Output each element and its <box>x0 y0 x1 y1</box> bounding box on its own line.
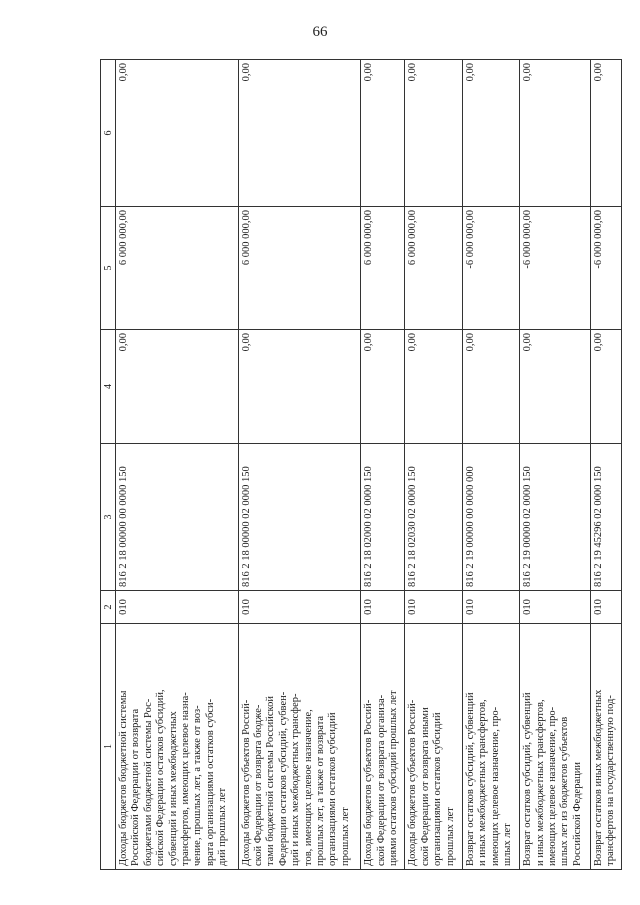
rotated-table-container <box>100 60 622 870</box>
description-line: сийской Федерации остатков субсидий, <box>155 689 167 866</box>
row-value-col5: 6 000 000,00 <box>116 207 239 330</box>
row-kbk: 816 2 18 02030 02 0000 150 <box>405 444 462 591</box>
description-line: ской Федерации от возврата организа- <box>375 694 387 866</box>
description-line: и иных межбюджетных трансфертов, <box>477 699 489 866</box>
page-number: 66 <box>312 24 328 40</box>
row-code: 010 <box>590 591 621 624</box>
row-value-col6: 0,00 <box>590 60 621 207</box>
row-value-col4: 0,00 <box>405 330 462 444</box>
description-line: и иных межбюджетных трансфертов, <box>534 699 546 866</box>
row-value-col5: 6 000 000,00 <box>238 207 361 330</box>
row-value-col4: 0,00 <box>590 330 621 444</box>
description-line: трансфертов, имеющих целевое назна- <box>180 692 192 866</box>
row-kbk: 816 2 19 00000 00 0000 000 <box>462 444 519 591</box>
row-code: 010 <box>462 591 519 624</box>
description-line: ций и иных межбюджетных трансфер- <box>290 693 302 866</box>
row-value-col6: 0,00 <box>405 60 462 207</box>
row-value-col5: 6 000 000,00 <box>361 207 405 330</box>
description-line: дий прошлых лет <box>217 787 229 866</box>
description-line: Доходы бюджетов субъектов Россий- <box>363 699 375 866</box>
row-description <box>405 624 462 870</box>
data-table <box>100 59 622 870</box>
row-description <box>238 624 361 870</box>
row-code: 010 <box>520 591 590 624</box>
row-code: 010 <box>238 591 361 624</box>
description-line: трансфертов на государственную под- <box>605 695 617 866</box>
row-value-col5: 6 000 000,00 <box>405 207 462 330</box>
row-description <box>361 624 405 870</box>
header-col-4: 4 <box>101 330 116 444</box>
description-line: шлых лет из бюджетов субъектов <box>559 716 571 866</box>
row-code: 010 <box>405 591 462 624</box>
description-line: чение, прошлых лет, а также от воз- <box>192 705 204 866</box>
row-description <box>116 624 239 870</box>
table-row <box>405 60 462 870</box>
row-value-col5: -6 000 000,00 <box>590 207 621 330</box>
row-value-col6: 0,00 <box>361 60 405 207</box>
description-line: прошлых лет <box>339 807 351 866</box>
row-value-col6: 0,00 <box>116 60 239 207</box>
row-kbk: 816 2 19 45296 02 0000 150 <box>590 444 621 591</box>
description-line: Возврат остатков субсидий, субвенций <box>464 692 476 866</box>
table-row <box>238 60 361 870</box>
description-line: имеющих целевое назначение, про- <box>489 706 501 866</box>
description-line: врата организациями остатков субси- <box>204 698 216 866</box>
table-row <box>462 60 519 870</box>
description-line: бюджетами бюджетной системы Рос- <box>142 698 154 866</box>
description-line: ской Федерации от возврата иными <box>419 707 431 866</box>
header-col-3: 3 <box>101 444 116 591</box>
description-line: субвенций и иных межбюджетных <box>167 711 179 866</box>
description-line: тами бюджетной системы Российской <box>265 696 277 866</box>
description-line: организациями остатков субсидий <box>327 712 339 866</box>
description-line: Российской Федерации от возврата <box>130 708 142 866</box>
description-line: циями остатков субсидий прошлых лет <box>387 690 399 866</box>
description-line: Доходы бюджетов бюджетной системы <box>118 690 129 866</box>
table-row <box>520 60 590 870</box>
row-description <box>462 624 519 870</box>
row-kbk: 816 2 18 00000 00 0000 150 <box>116 444 239 591</box>
row-value-col4: 0,00 <box>462 330 519 444</box>
description-line: ской Федерации от возврата бюдже- <box>252 704 264 866</box>
header-col-1: 1 <box>101 624 116 870</box>
header-col-5: 5 <box>101 207 116 330</box>
description-line: Российской Федерации <box>571 762 583 866</box>
header-col-6: 6 <box>101 60 116 207</box>
row-value-col6: 0,00 <box>462 60 519 207</box>
description-line: Возврат остатков иных межбюджетных <box>592 689 604 866</box>
row-value-col6: 0,00 <box>238 60 361 207</box>
row-value-col4: 0,00 <box>238 330 361 444</box>
row-code: 010 <box>361 591 405 624</box>
table-frame <box>100 60 622 870</box>
row-value-col5: -6 000 000,00 <box>520 207 590 330</box>
row-kbk: 816 2 18 00000 02 0000 150 <box>238 444 361 591</box>
row-description <box>520 624 590 870</box>
description-line: тов, имеющих целевое назначение, <box>302 709 314 866</box>
header-col-2: 2 <box>101 591 116 624</box>
table-row <box>590 60 621 870</box>
row-value-col6: 0,00 <box>520 60 590 207</box>
table-header-row <box>101 60 116 870</box>
row-value-col4: 0,00 <box>520 330 590 444</box>
description-line: Возврат остатков субсидий, субвенций <box>522 692 534 866</box>
row-kbk: 816 2 19 00000 02 0000 150 <box>520 444 590 591</box>
description-line: шлых лет <box>502 823 514 866</box>
description-line: Федерации остатков субсидий, субвен- <box>277 691 289 866</box>
row-description <box>590 624 621 870</box>
description-line: Доходы бюджетов субъектов Россий- <box>240 699 252 866</box>
row-value-col5: -6 000 000,00 <box>462 207 519 330</box>
row-value-col4: 0,00 <box>361 330 405 444</box>
row-code: 010 <box>116 591 239 624</box>
row-value-col4: 0,00 <box>116 330 239 444</box>
table-row <box>361 60 405 870</box>
description-line: организациями остатков субсидий <box>432 712 444 866</box>
description-line: прошлых лет <box>444 807 456 866</box>
row-kbk: 816 2 18 02000 02 0000 150 <box>361 444 405 591</box>
table-row <box>116 60 239 870</box>
description-line: Доходы бюджетов субъектов Россий- <box>407 699 419 866</box>
description-line: имеющих целевое назначение, про- <box>547 706 558 866</box>
description-line: прошлых лет, а также от возврата <box>314 715 326 866</box>
